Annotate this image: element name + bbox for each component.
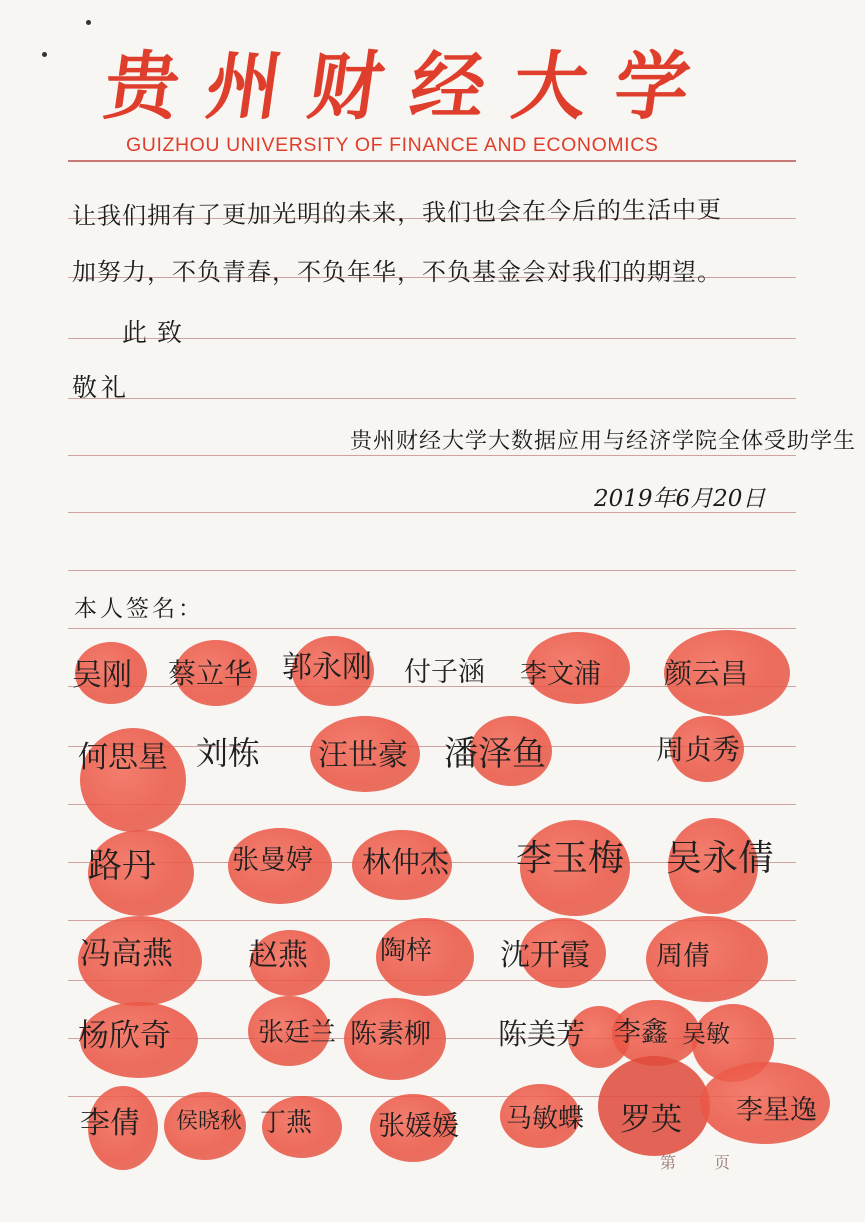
ruled-line (68, 398, 796, 399)
page-label-ye: 页 (714, 1153, 731, 1172)
signature: 吴刚 (72, 658, 132, 693)
ink-dot (42, 52, 47, 57)
signature: 罗英 (620, 1102, 682, 1138)
signature: 张媛媛 (378, 1111, 459, 1142)
signature: 刘栋 (196, 734, 261, 772)
ink-dot (86, 20, 91, 25)
signature: 马敏蝶 (506, 1104, 585, 1134)
closing-jingli: 敬礼 (72, 373, 131, 402)
signature: 周贞秀 (656, 733, 741, 766)
signature: 付子涵 (404, 657, 485, 688)
signature: 汪世豪 (318, 738, 408, 773)
signature: 沈开霞 (500, 938, 590, 973)
signature: 李倩 (80, 1106, 140, 1141)
signature: 陶梓 (380, 936, 433, 966)
university-title: 贵州财经大学 (99, 44, 724, 130)
ruled-line (68, 455, 796, 456)
closing-cizhi: 此致 (122, 318, 193, 347)
signature: 张廷兰 (258, 1018, 337, 1048)
signature: 路丹 (88, 846, 156, 886)
signature: 颜云昌 (664, 657, 749, 690)
signature: 侯晓秋 (176, 1109, 243, 1134)
signature: 冯高燕 (80, 936, 173, 972)
page-number-label (660, 1150, 730, 1173)
signature: 何思星 (78, 740, 168, 775)
page-label-di: 第 (660, 1153, 677, 1172)
signature: 赵燕 (248, 938, 308, 973)
signature: 陈美芳 (498, 1017, 586, 1051)
signature: 林仲杰 (362, 845, 450, 879)
signature: 丁燕 (260, 1108, 313, 1138)
sender-line: 贵州财经大学大数据应用与经济学院全体受助学生 (350, 429, 857, 454)
signature: 杨欣奇 (78, 1018, 171, 1054)
signature: 吴敏 (682, 1020, 730, 1048)
letter-line-2: 加努力，不负青春，不负年华，不负基金会对我们的期望。 (72, 258, 722, 286)
signature: 郭永刚 (282, 650, 372, 685)
signature: 李文浦 (520, 659, 601, 690)
signature: 李玉梅 (516, 838, 625, 879)
signature-label: 本人签名： (74, 596, 204, 622)
signature: 张曼婷 (232, 845, 313, 876)
signature: 陈素柳 (350, 1019, 431, 1050)
signature: 李星逸 (736, 1095, 817, 1126)
signature: 李鑫 (614, 1017, 668, 1048)
letter-date: 2019年6月20日 (594, 486, 766, 512)
university-subtitle: GUIZHOU UNIVERSITY OF FINANCE AND ECONOMICS (126, 134, 659, 156)
signature: 吴永倩 (666, 838, 775, 879)
ruled-line (68, 628, 796, 629)
ruled-line (68, 570, 796, 571)
signature: 蔡立华 (168, 657, 253, 690)
header-rule (68, 160, 796, 162)
letter-line-1: 让我们拥有了更加光明的未来，我们也会在今后的生活中更 (71, 195, 723, 231)
signature: 周倩 (656, 941, 710, 972)
signature: 潘泽鱼 (444, 734, 546, 774)
